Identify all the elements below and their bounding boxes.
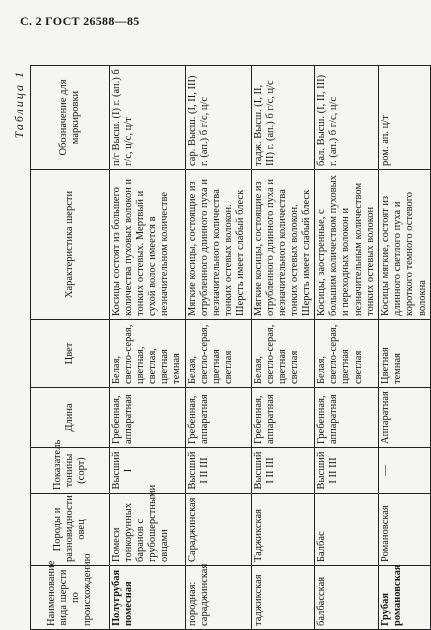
cell-characteristic: Мягкие косицы, состоящие из отрубленного длинного пуха и незначительного количества тонких остевых волокон. Шерсть имеет слабый блеск — [252, 170, 315, 320]
cell-breed: Таджикская — [252, 494, 315, 566]
cell-length: Аппаратная — [379, 388, 430, 448]
cell-type: Полугрубая помесная — [110, 566, 186, 630]
cell-length: Гребенная, аппаратная — [110, 388, 186, 448]
cell-color: Белая, светло-серая, цветная светлая — [186, 320, 252, 388]
cell-type: балбасская — [315, 566, 379, 630]
col-header-type: Наименование вида шерсти по происхождению — [31, 566, 110, 630]
cell-marking: сар. Высш. (I, II, III) г. (ап.) б г/с, ц/с — [186, 66, 252, 170]
cell-color: Цветная темная — [379, 320, 430, 388]
table-row — [110, 66, 186, 630]
cell-fineness: Высший I II III — [315, 448, 379, 494]
page-header: С. 2 ГОСТ 26588—85 — [20, 14, 140, 28]
cell-characteristic: Косицы состоят из большего количества пуховых волокон и тонких остевых. Мертвый и сухой волос имеется в незначительном количестве — [110, 170, 186, 320]
table-header-row — [31, 66, 110, 630]
cell-fineness: Высший I — [110, 448, 186, 494]
cell-characteristic: Мягкие косицы, состоящие из отрубленного длинного пуха и незначительного количества тонких остевых волокон. Шерсть имеет слабый блеск — [186, 170, 252, 320]
cell-color: Белая, светло-серая, цветная светлая — [252, 320, 315, 388]
cell-breed: Помеси тонкорунных баранов с грубошерстными овцами — [110, 494, 186, 566]
cell-marking: ром. ап. ц/т — [379, 66, 430, 170]
col-header-breed: Породы и разновидности овец — [31, 494, 110, 566]
col-header-length: Длина — [31, 388, 110, 448]
rotated-table-page — [12, 66, 428, 630]
cell-breed: Романовская — [379, 494, 430, 566]
cell-marking: п/г Высш. (I) г. (ап.) б г/с, ц/с, ц/т — [110, 66, 186, 170]
cell-breed: Сараджинская — [186, 494, 252, 566]
cell-breed: Балбас — [315, 494, 379, 566]
cell-fineness: Высший I II III — [186, 448, 252, 494]
cell-fineness: Высший I II III — [252, 448, 315, 494]
table-row — [186, 66, 252, 630]
cell-color: Белая, светло-серая, цветная, светлая, цветная темная — [110, 320, 186, 388]
cell-length: Гребенная, аппаратная — [252, 388, 315, 448]
col-header-color: Цвет — [31, 320, 110, 388]
col-header-characteristic: Характеристика шерсти — [31, 170, 110, 320]
cell-length: Гребенная, аппаратная — [186, 388, 252, 448]
cell-color: Белая, светло-серая, цветная светлая — [315, 320, 379, 388]
cell-characteristic: Косицы, заостренные, с большим количеством пуховых и переходных волокон и незначительным количеством тонких остевых волокон — [315, 170, 379, 320]
cell-marking: тадж. Высш. (I, II, III) г. (ап.) б г/с, ц/с — [252, 66, 315, 170]
cell-type: таджикская — [252, 566, 315, 630]
table-caption: Таблица 1 — [12, 70, 26, 139]
cell-type: породная: сараджинская — [186, 566, 252, 630]
table-row — [379, 66, 430, 630]
col-header-fineness: Показатель тонины (сорт) — [31, 448, 110, 494]
cell-fineness: — — [379, 448, 430, 494]
wool-classification-table — [30, 65, 431, 630]
cell-marking: бал. Высш. (I, II, III) г. (ап.) б г/с, ц/с — [315, 66, 379, 170]
cell-length: Гребенная, аппаратная — [315, 388, 379, 448]
cell-characteristic: Косицы мягкие, состоят из длинного светлого пуха и короткого темного остевого волокна — [379, 170, 430, 320]
table-row — [252, 66, 315, 630]
cell-type: Грубая романовская — [379, 566, 430, 630]
col-header-marking: Обозначение для маркировки — [31, 66, 110, 170]
table-row — [315, 66, 379, 630]
